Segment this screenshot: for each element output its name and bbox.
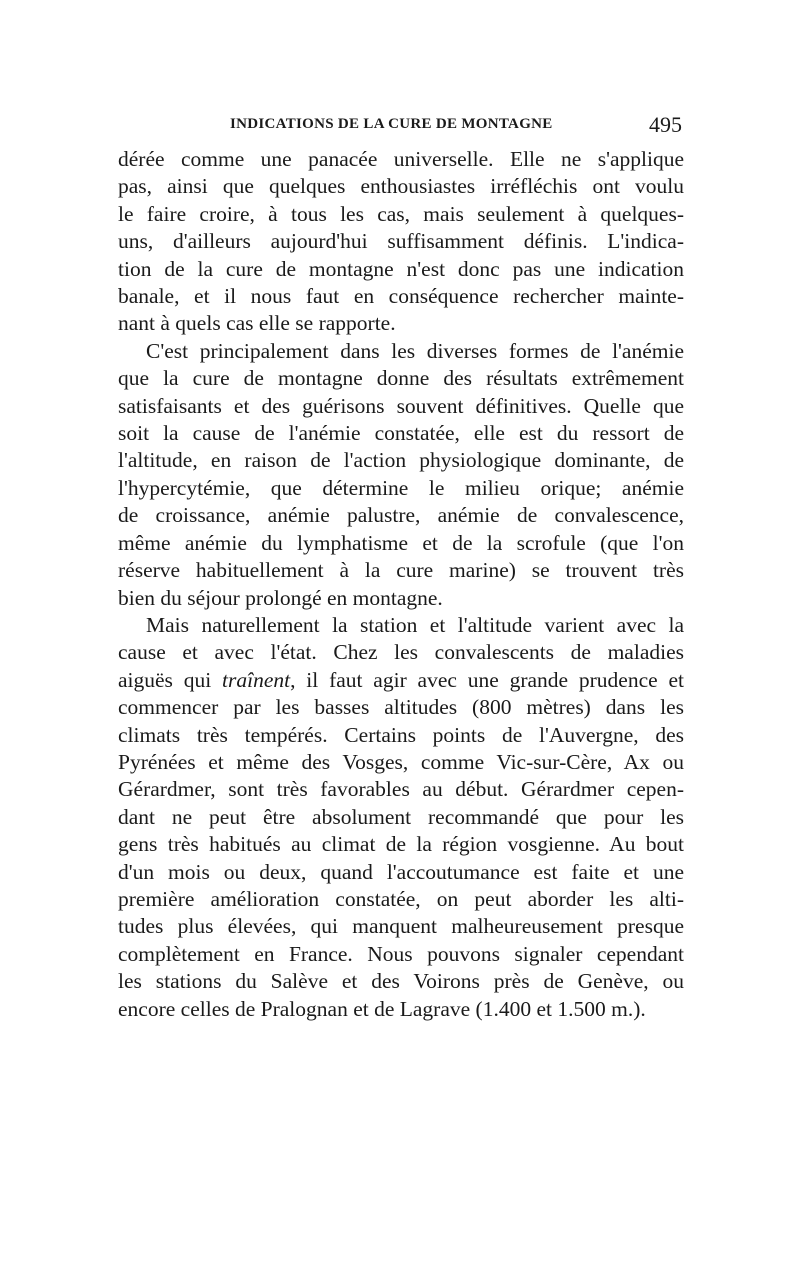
text-line: uns, d'ailleurs aujourd'hui suffisamment définis. L'indica- bbox=[118, 229, 684, 254]
body-text bbox=[118, 146, 684, 1023]
text-line: même anémie du lymphatisme et de la scrofule (que l'on bbox=[118, 530, 684, 555]
text-line: tudes plus élevées, qui manquent malheureusement presque bbox=[118, 914, 684, 939]
text-line: gens très habitués au climat de la région vosgienne. Au bout bbox=[118, 832, 684, 857]
running-head bbox=[118, 112, 682, 138]
text-line: nant à quels cas elle se rapporte. bbox=[118, 311, 396, 336]
page-number: 495 bbox=[649, 112, 682, 137]
text-segment: aiguës qui bbox=[118, 667, 223, 692]
text-line: pas, ainsi que quelques enthousiastes irréfléchis ont voulu bbox=[118, 174, 684, 199]
text-line: l'altitude, en raison de l'action physiologique dominante, de bbox=[118, 448, 684, 473]
text-line: encore celles de Pralognan et de Lagrave (1.400 et 1.500 m.). bbox=[118, 996, 646, 1021]
text-line: cause et avec l'état. Chez les convalescents de maladies bbox=[118, 640, 684, 665]
text-line: soit la cause de l'anémie constatée, elle est du ressort de bbox=[118, 421, 684, 446]
text-line: que la cure de montagne donne des résultats extrêmement bbox=[118, 366, 684, 391]
text-line: dant ne peut être absolument recommandé que pour les bbox=[118, 804, 684, 829]
text-line: satisfaisants et des guérisons souvent définitives. Quelle que bbox=[118, 393, 684, 418]
text-line-with-italic bbox=[118, 667, 684, 694]
text-line: C'est principalement dans les diverses formes de l'anémie bbox=[146, 338, 684, 363]
text-segment: , il faut agir avec une grande prudence et bbox=[290, 667, 684, 692]
text-line: tion de la cure de montagne n'est donc pas une indication bbox=[118, 256, 684, 281]
italic-word: traînent bbox=[222, 667, 291, 692]
text-line: l'hypercytémie, que détermine le milieu orique; anémie bbox=[118, 475, 684, 500]
text-line: banale, et il nous faut en conséquence rechercher mainte- bbox=[118, 284, 684, 309]
text-line: Pyrénées et même des Vosges, comme Vic-sur-Cère, Ax ou bbox=[118, 749, 684, 774]
text-line: les stations du Salève et des Voirons près de Genève, ou bbox=[118, 969, 684, 994]
text-line: Gérardmer, sont très favorables au début. Gérardmer cepen- bbox=[118, 777, 684, 802]
text-line: climats très tempérés. Certains points de l'Auvergne, des bbox=[118, 722, 684, 747]
text-line: de croissance, anémie palustre, anémie de convalescence, bbox=[118, 503, 684, 528]
text-line: commencer par les basses altitudes (800 mètres) dans les bbox=[118, 695, 684, 720]
running-title: INDICATIONS DE LA CURE DE MONTAGNE bbox=[230, 116, 553, 132]
text-line: première amélioration constatée, on peut aborder les alti- bbox=[118, 886, 684, 911]
text-line: dérée comme une panacée universelle. Elle ne s'applique bbox=[118, 147, 684, 171]
text-line: réserve habituellement à la cure marine) se trouvent très bbox=[118, 558, 684, 583]
text-line: bien du séjour prolongé en montagne. bbox=[118, 585, 443, 610]
text-line: d'un mois ou deux, quand l'accoutumance est faite et une bbox=[118, 859, 684, 884]
text-line: Mais naturellement la station et l'altitude varient avec la bbox=[146, 612, 684, 637]
text-line: complètement en France. Nous pouvons signaler cependant bbox=[118, 941, 684, 966]
text-line: le faire croire, à tous les cas, mais seulement à quelques- bbox=[118, 201, 684, 226]
